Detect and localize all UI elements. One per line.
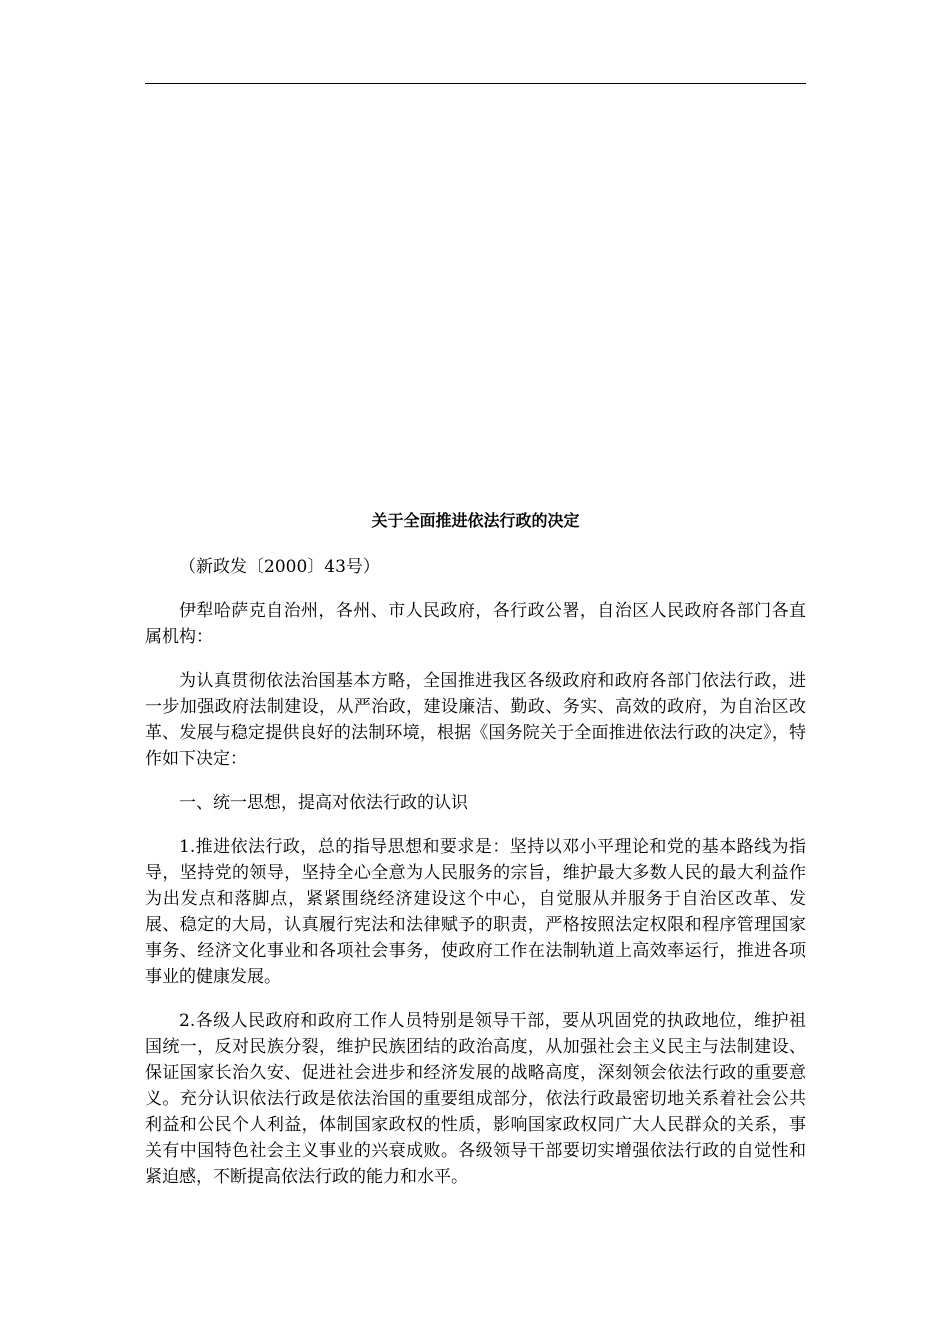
item-paragraph-2: 2.各级人民政府和政府工作人员特别是领导干部，要从巩固党的执政地位，维护祖国统一，反对民族分裂，维护民族团结的政治高度，从加强社会主义民主与法制建设、保证国家长治久安、促进社会进步和经济发展的战略高度，深刻领会依法行政的重要意义。充分认识依法行政是依法治国的重要组成部分，依法行政最密切地关系着社会公共利益和公民个人利益，体制国家政权的性质，影响国家政权同广大人民群众的关系，事关有中国特色社会主义事业的兴衰成败。各级领导干部要切实增强依法行政的自觉性和紧迫感，不断提高依法行政的能力和水平。 (145, 1011, 806, 1187)
intro-paragraph: 为认真贯彻依法治国基本方略，全国推进我区各级政府和政府各部门依法行政，进一步加强政府法制建设，从严治政，建设廉洁、勤政、务实、高效的政府，为自治区改革、发展与稳定提供良好的法制环境，根据《国务院关于全面推进依法行政的决定》，特作如下决定： (145, 671, 806, 769)
document-title: 关于全面推进依法行政的决定 (371, 511, 580, 530)
header-rule (145, 83, 806, 84)
addressee: 伊犁哈萨克自治州，各州、市人民政府，各行政公署，自治区人民政府各部门各直属机构： (145, 601, 806, 647)
item-paragraph-1: 1.推进依法行政，总的指导思想和要求是：坚持以邓小平理论和党的基本路线为指导，坚持党的领导，坚持全心全意为人民服务的宗旨，维护最大多数人民的最大利益作为出发点和落脚点，紧紧围绕经济建设这个中心，自觉服从并服务于自治区改革、发展、稳定的大局，认真履行宪法和法律赋予的职责，严格按照法定权限和程序管理国家事务、经济文化事业和各项社会事务，使政府工作在法制轨道上高效率运行，推进各项事业的健康发展。 (145, 837, 806, 987)
section-heading: 一、统一思想，提高对依法行政的认识 (179, 793, 468, 813)
document-number: （新政发〔2000〕43号） (179, 557, 380, 577)
document-body (145, 508, 806, 1208)
